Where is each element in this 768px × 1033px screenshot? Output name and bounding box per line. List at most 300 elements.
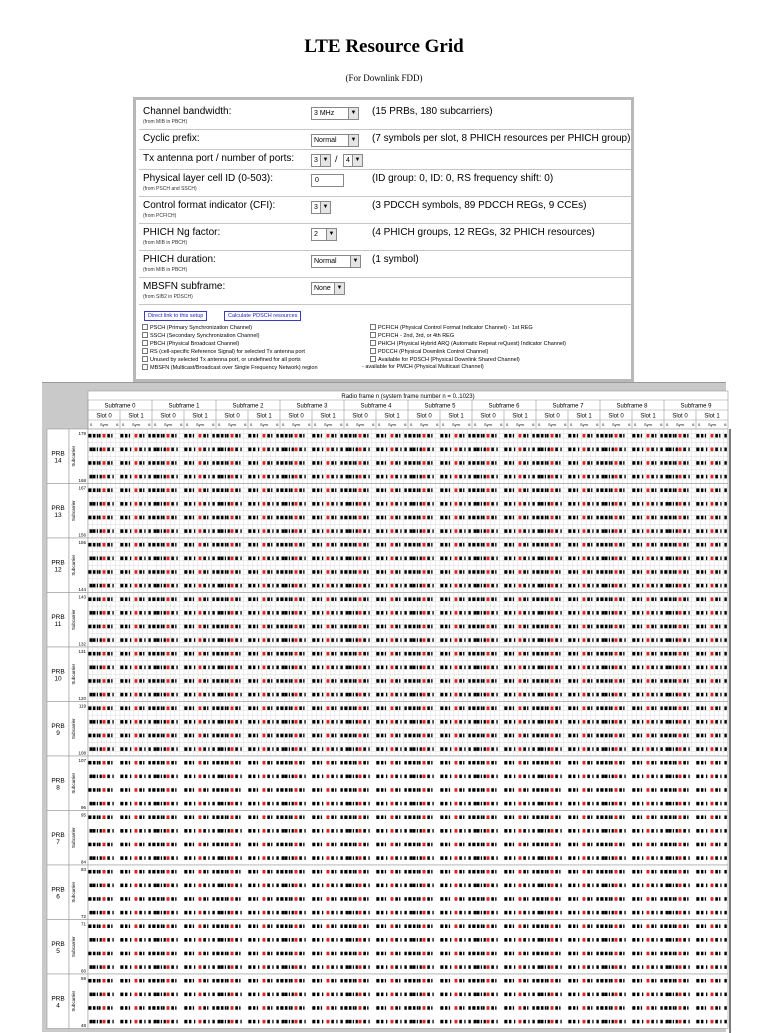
rs-highlight-mark xyxy=(391,775,394,779)
rs-mark xyxy=(669,625,672,629)
rs-mark xyxy=(477,638,480,642)
rs-mark xyxy=(367,597,368,601)
rs-mark xyxy=(267,720,270,724)
rs-mark xyxy=(193,516,194,520)
rs-mark xyxy=(367,788,368,792)
rs-mark xyxy=(474,557,477,561)
rs-mark xyxy=(203,611,206,615)
legend-checkbox[interactable] xyxy=(142,348,148,354)
rs-mark xyxy=(459,475,462,479)
rs-mark xyxy=(513,761,514,765)
chevron-down-icon[interactable]: ▼ xyxy=(326,229,336,240)
rs-highlight-mark xyxy=(327,666,330,670)
rs-highlight-mark xyxy=(679,693,682,697)
rs-mark xyxy=(161,775,162,779)
rs-mark xyxy=(226,434,228,438)
rs-mark xyxy=(459,693,462,697)
rs-mark xyxy=(240,557,241,561)
rs-mark xyxy=(673,747,674,751)
rs-mark xyxy=(317,597,319,601)
rs-mark xyxy=(655,734,656,738)
rs-mark xyxy=(701,679,703,683)
rs-mark xyxy=(331,584,334,588)
rs-mark xyxy=(225,529,226,533)
rs-mark xyxy=(353,434,354,438)
rs-highlight-mark xyxy=(519,706,522,710)
rs-mark xyxy=(495,679,496,683)
rs-mark xyxy=(148,652,150,656)
rs-mark xyxy=(688,448,689,452)
legend-checkbox[interactable] xyxy=(142,364,148,370)
rs-mark xyxy=(271,761,272,765)
legend-item[interactable]: PHICH (Physical Hybrid ARQ (Automatic Repeat reQuest) Indicator Channel) xyxy=(370,340,566,348)
rs-highlight-mark xyxy=(615,625,618,629)
rs-mark xyxy=(420,448,422,452)
rs-mark xyxy=(143,679,144,683)
rs-mark xyxy=(464,720,465,724)
rs-mark xyxy=(346,584,349,588)
rs-mark xyxy=(290,679,292,683)
rs-mark xyxy=(706,475,707,479)
rs-mark xyxy=(427,529,430,533)
rs-mark xyxy=(573,543,575,547)
rs-mark xyxy=(171,734,174,738)
rs-mark xyxy=(280,516,283,520)
rs-mark xyxy=(203,557,206,561)
rs-mark xyxy=(660,706,662,710)
rs-mark xyxy=(664,516,667,520)
rs-mark xyxy=(705,597,706,601)
rs-mark xyxy=(612,611,614,615)
rs-highlight-mark xyxy=(519,666,522,670)
rs-mark xyxy=(162,706,164,710)
rs-mark xyxy=(674,761,676,765)
rs-mark xyxy=(491,529,494,533)
rs-mark xyxy=(472,597,475,601)
rs-mark xyxy=(216,461,219,465)
rs-mark xyxy=(395,652,398,656)
symbol-label: 6 xyxy=(340,422,343,427)
rs-mark xyxy=(605,557,608,561)
rs-mark xyxy=(395,666,398,670)
legend-checkbox[interactable] xyxy=(370,348,376,354)
rs-mark xyxy=(459,611,462,615)
rs-highlight-mark xyxy=(615,543,618,547)
rs-mark xyxy=(605,625,608,629)
rs-mark xyxy=(363,652,366,656)
phich-duration-select[interactable] xyxy=(311,255,361,268)
rs-mark xyxy=(427,434,430,438)
rs-mark xyxy=(587,502,590,506)
symbol-label: Sym xyxy=(612,422,621,427)
rs-mark xyxy=(98,788,100,792)
rs-mark xyxy=(548,747,550,751)
rs-mark xyxy=(354,570,356,574)
rs-mark xyxy=(417,434,418,438)
rs-mark xyxy=(112,584,113,588)
chevron-down-icon[interactable]: ▼ xyxy=(350,256,360,267)
rs-mark xyxy=(203,747,206,751)
rs-mark xyxy=(353,679,354,683)
rs-mark xyxy=(253,693,255,697)
rs-highlight-mark xyxy=(295,516,298,520)
rs-highlight-mark xyxy=(103,666,106,670)
rs-mark xyxy=(161,597,162,601)
rs-mark xyxy=(312,775,315,779)
rs-mark xyxy=(125,666,127,670)
cell-id-input[interactable]: 0 xyxy=(311,174,344,187)
rs-mark xyxy=(641,625,642,629)
rs-mark xyxy=(276,488,278,492)
rs-highlight-mark xyxy=(295,693,298,697)
rs-mark xyxy=(410,448,413,452)
rs-highlight-mark xyxy=(423,584,426,588)
rs-mark xyxy=(253,488,255,492)
legend-item[interactable]: PSCH (Primary Synchronization Channel) xyxy=(142,324,252,332)
chevron-down-icon[interactable]: ▼ xyxy=(334,283,344,294)
rs-mark xyxy=(349,611,352,615)
rs-mark xyxy=(97,625,98,629)
rs-mark xyxy=(555,775,558,779)
chevron-down-icon[interactable]: ▼ xyxy=(320,202,330,213)
rs-mark xyxy=(120,475,123,479)
rs-mark xyxy=(331,570,334,574)
rs-mark xyxy=(282,720,285,724)
rs-mark xyxy=(276,611,278,615)
rs-mark xyxy=(97,529,98,533)
rs-mark xyxy=(212,788,214,792)
rs-mark xyxy=(111,570,112,574)
rs-mark xyxy=(221,638,224,642)
rs-mark xyxy=(445,584,447,588)
rs-mark xyxy=(212,679,214,683)
rs-highlight-mark xyxy=(135,597,138,601)
rs-mark xyxy=(674,706,676,710)
legend-item[interactable]: SSCH (Secondary Synchronization Channel) xyxy=(142,332,259,340)
legend-checkbox[interactable] xyxy=(370,340,376,346)
rs-mark xyxy=(171,597,174,601)
rs-mark xyxy=(687,734,688,738)
rs-mark xyxy=(495,625,496,629)
rs-highlight-mark xyxy=(551,611,554,615)
rs-highlight-mark xyxy=(359,775,362,779)
rs-mark xyxy=(312,666,315,670)
rs-mark xyxy=(267,679,270,683)
rs-mark xyxy=(176,747,177,751)
rs-mark xyxy=(445,611,447,615)
cyclic-prefix-select[interactable] xyxy=(311,134,359,147)
rs-mark xyxy=(194,529,195,533)
legend-checkbox[interactable] xyxy=(370,332,376,338)
subframe-label: Subframe 5 xyxy=(424,404,456,410)
chevron-down-icon[interactable]: ▼ xyxy=(348,108,358,119)
rs-highlight-mark xyxy=(231,448,234,452)
rs-mark xyxy=(666,611,669,615)
rs-mark xyxy=(449,597,450,601)
rs-mark xyxy=(427,747,430,751)
resource-grid[interactable] xyxy=(42,383,726,1033)
rs-mark xyxy=(642,666,643,670)
rs-mark xyxy=(225,570,226,574)
rs-mark xyxy=(208,584,209,588)
rs-mark xyxy=(239,434,240,438)
rs-mark xyxy=(673,597,674,601)
rs-highlight-mark xyxy=(423,529,426,533)
rs-mark xyxy=(609,625,610,629)
rs-mark xyxy=(496,638,497,642)
rs-mark xyxy=(417,597,418,601)
rs-mark xyxy=(157,720,160,724)
rs-highlight-mark xyxy=(199,597,202,601)
rs-highlight-mark xyxy=(711,448,714,452)
legend-checkbox[interactable] xyxy=(142,332,148,338)
rs-mark xyxy=(548,529,550,533)
rs-mark xyxy=(189,448,191,452)
rs-mark xyxy=(144,529,145,533)
rs-highlight-mark xyxy=(679,666,682,670)
rs-highlight-mark xyxy=(263,720,266,724)
rs-mark xyxy=(641,488,642,492)
rs-mark xyxy=(340,488,342,492)
rs-mark xyxy=(538,529,541,533)
rs-mark xyxy=(349,666,352,670)
rs-mark xyxy=(125,434,127,438)
subcarrier-number: 179 xyxy=(78,431,86,436)
rs-mark xyxy=(491,625,494,629)
rs-mark xyxy=(344,761,347,765)
rs-mark xyxy=(463,679,464,683)
rs-mark xyxy=(632,461,635,465)
rs-mark xyxy=(299,679,302,683)
legend-item[interactable]: Available for PDSCH (Physical Downlink Shared Channel) xyxy=(370,356,520,364)
rs-highlight-mark xyxy=(711,584,714,588)
rs-mark xyxy=(523,761,526,765)
rs-mark xyxy=(404,611,406,615)
rs-mark xyxy=(683,461,686,465)
legend-item[interactable]: PCFICH - 2nd, 3rd, or 4th REG xyxy=(370,332,454,340)
rs-highlight-mark xyxy=(455,652,458,656)
rs-highlight-mark xyxy=(295,448,298,452)
rs-mark xyxy=(417,706,418,710)
rs-mark xyxy=(546,761,548,765)
rs-mark xyxy=(612,638,614,642)
rs-mark xyxy=(272,666,273,670)
rs-highlight-mark xyxy=(583,516,586,520)
rs-mark xyxy=(161,666,162,670)
legend-checkbox[interactable] xyxy=(370,356,376,362)
slot-label: Slot 1 xyxy=(256,414,272,420)
rs-mark xyxy=(541,570,544,574)
calculate-pdsch-button[interactable]: Calculate PDSCH resources xyxy=(224,311,301,321)
antenna-count-select[interactable] xyxy=(343,154,363,167)
rs-mark xyxy=(212,693,214,697)
rs-highlight-mark xyxy=(167,734,170,738)
legend-item[interactable]: PCFICH (Physical Control Format Indicator Channel) - 1st REG xyxy=(370,324,533,332)
chevron-down-icon[interactable]: ▼ xyxy=(320,155,330,166)
rs-highlight-mark xyxy=(327,570,330,574)
rs-mark xyxy=(290,461,292,465)
rs-mark xyxy=(354,488,356,492)
symbol-label: Sym xyxy=(356,422,365,427)
legend-item[interactable]: PDCCH (Physical Downlink Control Channel) xyxy=(370,348,488,356)
rs-mark xyxy=(587,761,590,765)
rs-mark xyxy=(336,747,337,751)
rs-mark xyxy=(212,543,214,547)
rs-mark xyxy=(107,584,110,588)
rs-mark xyxy=(559,597,560,601)
ng-select[interactable] xyxy=(311,228,337,241)
rs-highlight-mark xyxy=(327,434,330,438)
rs-highlight-mark xyxy=(423,761,426,765)
rs-mark xyxy=(97,734,98,738)
rs-mark xyxy=(144,775,145,779)
rs-mark xyxy=(683,652,686,656)
rs-mark xyxy=(587,488,590,492)
rs-highlight-mark xyxy=(487,747,490,751)
rs-mark xyxy=(656,693,657,697)
legend-item[interactable]: PBCH (Physical Broadcast Channel) xyxy=(142,340,239,348)
symbol-label: Sym xyxy=(260,422,269,427)
prb-label: PRB xyxy=(51,450,64,457)
rs-mark xyxy=(468,679,470,683)
rs-mark xyxy=(184,761,187,765)
subcarrier-number: 119 xyxy=(79,704,87,709)
prb-number: 14 xyxy=(54,457,62,464)
rs-mark xyxy=(674,788,676,792)
rs-mark xyxy=(417,557,418,561)
rs-mark xyxy=(240,475,241,479)
rs-mark xyxy=(226,625,228,629)
rs-mark xyxy=(432,638,433,642)
rs-mark xyxy=(340,475,342,479)
rs-mark xyxy=(472,679,475,683)
rs-highlight-mark xyxy=(231,706,234,710)
legend-item[interactable]: RS (cell-specific Reference Signal) for selected Tx antenna port xyxy=(142,348,305,356)
rs-mark xyxy=(642,611,643,615)
rs-mark xyxy=(221,720,224,724)
rs-mark xyxy=(97,720,98,724)
bandwidth-select[interactable] xyxy=(311,107,359,120)
symbol-label: Sym xyxy=(164,422,173,427)
rs-mark xyxy=(484,720,486,724)
rs-mark xyxy=(449,652,450,656)
rs-mark xyxy=(349,638,352,642)
rs-highlight-mark xyxy=(615,747,618,751)
rs-mark xyxy=(410,747,413,751)
legend-checkbox[interactable] xyxy=(142,324,148,330)
mbsfn-select[interactable] xyxy=(311,282,345,295)
rs-mark xyxy=(538,557,541,561)
direct-link-button[interactable]: Direct link to this setup xyxy=(144,311,207,321)
rs-mark xyxy=(267,761,270,765)
rs-highlight-mark xyxy=(231,597,234,601)
rs-mark xyxy=(472,434,475,438)
rs-mark xyxy=(696,734,699,738)
rs-mark xyxy=(98,734,100,738)
rs-mark xyxy=(93,761,96,765)
rs-mark xyxy=(299,788,302,792)
rs-mark xyxy=(637,543,639,547)
rs-mark xyxy=(395,448,398,452)
slot-label: Slot 0 xyxy=(352,414,368,420)
chevron-down-icon[interactable]: ▼ xyxy=(352,155,362,166)
rs-mark xyxy=(410,529,413,533)
rs-mark xyxy=(676,666,678,670)
rs-mark xyxy=(545,720,546,724)
rs-mark xyxy=(353,557,354,561)
rs-mark xyxy=(340,693,342,697)
rs-mark xyxy=(93,638,96,642)
rs-mark xyxy=(312,448,315,452)
rs-mark xyxy=(491,706,494,710)
rs-highlight-mark xyxy=(647,611,650,615)
rs-mark xyxy=(97,434,98,438)
rs-mark xyxy=(468,461,470,465)
rs-mark xyxy=(573,434,575,438)
rs-mark xyxy=(523,488,526,492)
rs-highlight-mark xyxy=(135,720,138,724)
rs-mark xyxy=(221,693,224,697)
legend-checkbox[interactable] xyxy=(370,324,376,330)
legend-item[interactable]: MBSFN (Multicast/Broadcast over Single Frequency Network) region xyxy=(142,364,318,372)
rs-mark xyxy=(280,488,283,492)
rs-highlight-mark xyxy=(231,461,234,465)
rs-highlight-mark xyxy=(231,666,234,670)
rs-mark xyxy=(592,529,593,533)
rs-mark xyxy=(463,625,464,629)
subcarrier-number: 131 xyxy=(78,649,86,654)
rs-highlight-mark xyxy=(359,475,362,479)
rs-mark xyxy=(687,461,688,465)
legend-checkbox[interactable] xyxy=(142,340,148,346)
rs-mark xyxy=(602,584,605,588)
legend-item[interactable]: Unused by selected Tx antenna port, or undefined for all ports xyxy=(142,356,301,364)
legend-checkbox[interactable] xyxy=(142,356,148,362)
rs-mark xyxy=(656,611,657,615)
rs-mark xyxy=(363,788,366,792)
symbol-label: 0 xyxy=(410,422,413,427)
rs-mark xyxy=(477,788,480,792)
rs-mark xyxy=(253,747,255,751)
chevron-down-icon[interactable]: ▼ xyxy=(348,135,358,146)
cfi-select[interactable] xyxy=(311,201,331,214)
symbol-label: 0 xyxy=(122,422,125,427)
rs-mark xyxy=(312,584,315,588)
rs-mark xyxy=(184,706,187,710)
subcarrier-number: 107 xyxy=(78,758,86,763)
rs-mark xyxy=(706,666,707,670)
rs-mark xyxy=(459,584,462,588)
rs-mark xyxy=(683,666,686,670)
rs-mark xyxy=(417,461,418,465)
rs-mark xyxy=(696,584,699,588)
rs-mark xyxy=(619,461,622,465)
rs-mark xyxy=(282,638,285,642)
rs-mark xyxy=(162,516,164,520)
rs-mark xyxy=(299,502,302,506)
rs-mark xyxy=(541,434,544,438)
rs-mark xyxy=(504,488,507,492)
rs-mark xyxy=(100,502,102,506)
rs-highlight-mark xyxy=(487,516,490,520)
antenna-port-select[interactable] xyxy=(311,154,331,167)
rs-mark xyxy=(184,747,187,751)
rs-mark xyxy=(637,448,639,452)
phich-duration-value: Normal xyxy=(314,258,337,265)
rs-highlight-mark xyxy=(647,543,650,547)
rs-mark xyxy=(218,475,221,479)
rs-mark xyxy=(468,775,470,779)
